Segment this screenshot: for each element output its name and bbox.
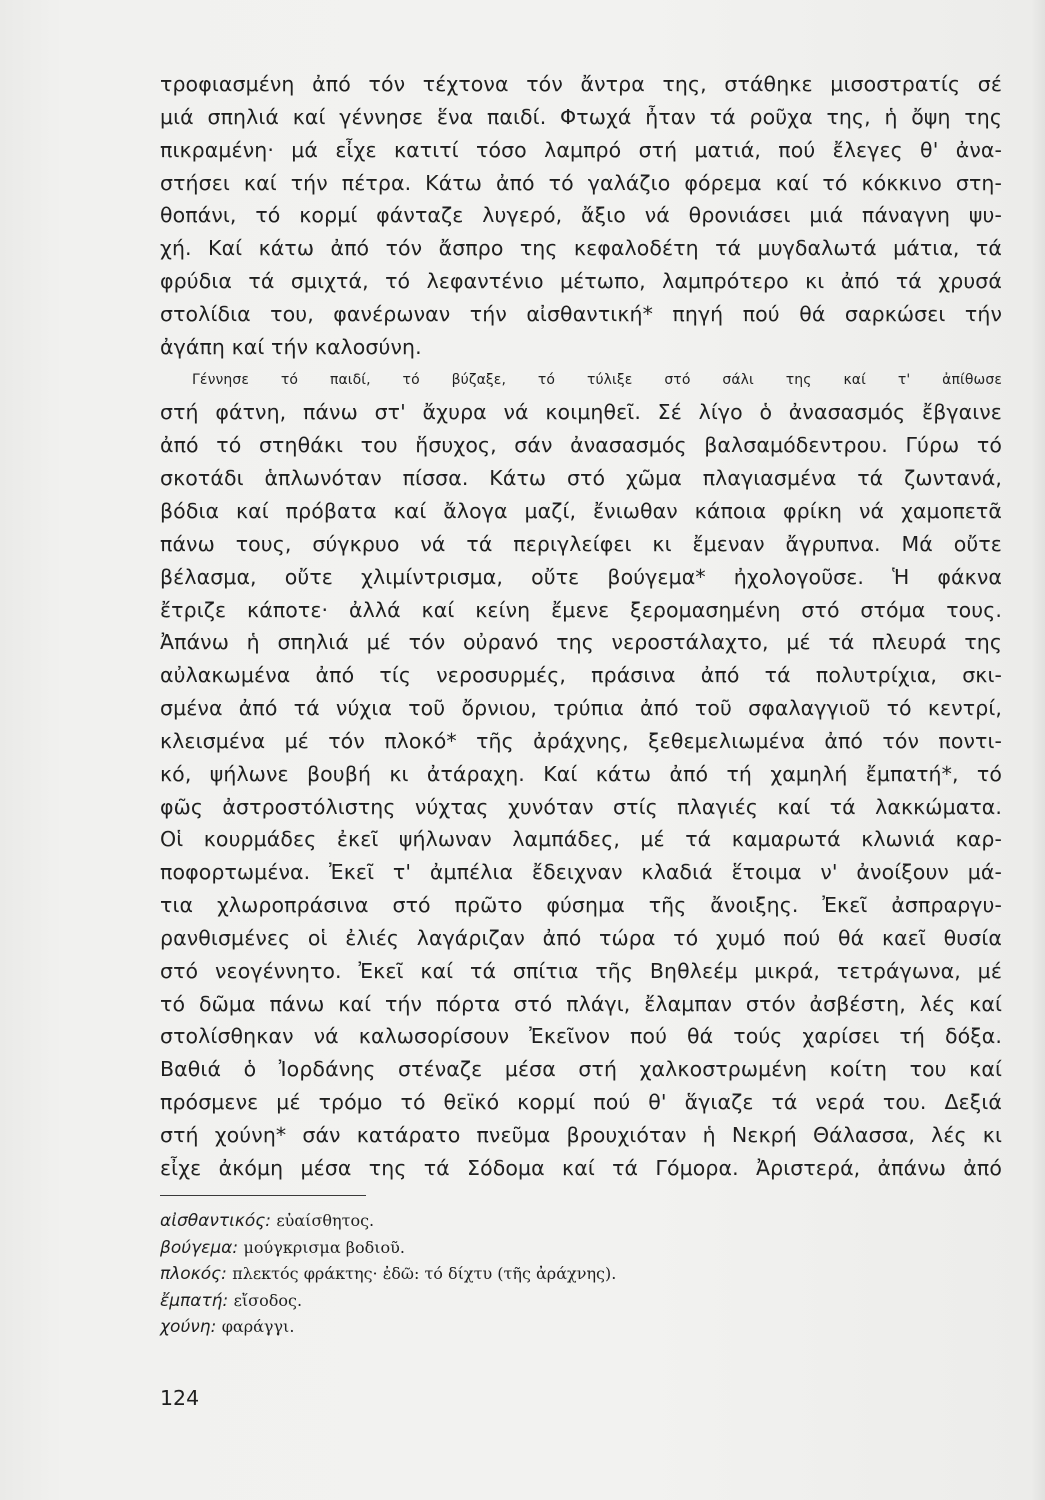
text-line: τια χλωροπράσινα στό πρῶτο φύσημα τῆς ἄνοιξης. Ἐκεῖ ἀσπραργυ- [160, 893, 1002, 918]
text-line: εἶχε ἀκόμη μέσα της τά Σόδομα καί τά Γόμορα. Ἀριστερά, ἀπάνω ἀπό [160, 1155, 1002, 1180]
footnote [160, 1314, 860, 1341]
footnote-definition: εὐαίσθητος. [276, 1211, 375, 1230]
text-line: ποφορτωμένα. Ἐκεῖ τ' ἀμπέλια ἔδειχναν κλαδιά ἕτοιμα ν' ἀνοίξουν μά- [160, 860, 1002, 885]
footnote-term: ἔμπατή: [160, 1290, 229, 1311]
body-text [160, 68, 1002, 1185]
footnote-term: αἰσθαντικός: [160, 1211, 271, 1231]
text-line: βέλασμα, οὔτε χλιμίντρισμα, οὔτε βούγεμα* ἠχολογοῦσε. Ἡ φάκνα [160, 564, 1002, 589]
page-edge-shadow [1031, 0, 1045, 1500]
text-line: ἀπό τό στηθάκι του ἥσυχος, σάν ἀνασασμός βαλσαμόδεντρου. Γύρω τό [160, 433, 1002, 458]
footnote-divider [160, 1195, 366, 1196]
text-line: στή φάτνη, πάνω στ' ἄχυρα νά κοιμηθεῖ. Σέ λίγο ὁ ἀνασασμός ἔβγαινε [160, 400, 1002, 425]
text-line: φρύδια τά σμιχτά, τό λεφαντένιο μέτωπο, λαμπρότερο κι ἀπό τά χρυσά [160, 269, 1002, 294]
text-line: Βαθιά ὁ Ἰορδάνης στέναζε μέσα στή χαλκοστρωμένη κοίτη του καί [160, 1057, 1002, 1082]
footnote [160, 1208, 860, 1235]
text-line: Οἱ κουρμάδες ἐκεῖ ψήλωναν λαμπάδες, μέ τά καμαρωτά κλωνιά καρ- [160, 827, 1002, 852]
footnote [160, 1261, 860, 1288]
text-line: σκοτάδι ἁπλωνόταν πίσσα. Κάτω στό χῶμα πλαγιασμένα τά ζωντανά, [160, 466, 1002, 491]
text-line: αὐλακωμένα ἀπό τίς νεροσυρμές, πράσινα ἀπό τά πολυτρίχια, σκι- [160, 663, 1002, 688]
text-line: τό δῶμα πάνω καί τήν πόρτα στό πλάγι, ἔλαμπαν στόν ἀσβέστη, λές καί [160, 991, 1002, 1016]
text-line: πάνω τους, σύγκρυο νά τά περιγλείφει κι ἔμεναν ἄγρυπνα. Μά οὔτε [160, 531, 1002, 556]
text-line: μιά σπηλιά καί γέννησε ἕνα παιδί. Φτωχά ἦταν τά ροῦχα της, ἡ ὄψη της [160, 104, 1002, 129]
text-line: πικραμένη· μά εἶχε κατιτί τόσο λαμπρό στή ματιά, πού ἔλεγες θ' ἀνα- [160, 137, 1002, 162]
text-line: πρόσμενε μέ τρόμο τό θεϊκό κορμί πού θ' ἅγιαζε τά νερά του. Δεξιά [160, 1090, 1002, 1115]
text-line: κό, ψήλωνε βουβή κι ἀτάραχη. Καί κάτω ἀπό τή χαμηλή ἔμπατή*, τό [160, 761, 1002, 786]
footnote-term: χούνη: [160, 1317, 217, 1337]
text-line: στό νεογέννητο. Ἐκεῖ καί τά σπίτια τῆς Βηθλεέμ μικρά, τετράγωνα, μέ [160, 958, 1002, 983]
text-line: ἀγάπη καί τήν καλοσύνη. [160, 334, 422, 359]
text-line: θοπάνι, τό κορμί φάνταζε λυγερό, ἄξιο νά θρονιάσει μιά πάναγνη ψυ- [160, 203, 1002, 228]
text-line: ρανθισμένες οἱ ἐλιές λαγάριζαν ἀπό τώρα τό χυμό πού θά καεῖ θυσία [160, 925, 1002, 950]
text-line: κλεισμένα μέ τόν πλοκό* τῆς ἀράχνης, ξεθεμελιωμένα ἀπό τόν ποντι- [160, 728, 1002, 753]
text-line: στή χούνη* σάν κατάρατο πνεῦμα βρουχιόταν ἡ Νεκρή Θάλασσα, λές κι [160, 1123, 1002, 1147]
footnote-definition: μούγκρισμα βοδιοῦ. [243, 1237, 405, 1257]
text-line: ἔτριζε κάποτε· ἀλλά καί κείνη ἔμενε ξερομασημένη στό στόμα τους. [160, 597, 1002, 622]
text-line: στολίδια του, φανέρωναν τήν αἰσθαντική* πηγή πού θά σαρκώσει τήν [160, 301, 1002, 326]
text-line: βόδια καί πρόβατα καί ἄλογα μαζί, ἔνιωθαν κάποια φρίκη νά χαμοπετᾶ [160, 498, 1002, 523]
text-line: σμένα ἀπό τά νύχια τοῦ ὄρνιου, τρύπια ἀπό τοῦ σφαλαγγιοῦ τό κεντρί, [160, 696, 1002, 721]
footnote-definition: φαράγγι. [221, 1317, 295, 1336]
text-line: στολίσθηκαν νά καλωσορίσουν Ἐκεῖνον πού θά τούς χαρίσει τή δόξα. [160, 1024, 1002, 1049]
footnotes [160, 1208, 860, 1341]
text-line: τροφιασμένη ἀπό τόν τέχτονα τόν ἄντρα της, στάθηκε μισοστρατίς σέ [160, 72, 1002, 96]
footnote-term: βούγεμα: [160, 1237, 239, 1258]
page-number: 124 [160, 1386, 200, 1410]
footnote-definition: πλεκτός φράκτης· ἐδῶ: τό δίχτυ (τῆς ἀράχνης). [232, 1264, 617, 1283]
text-line: χή. Καί κάτω ἀπό τόν ἄσπρο της κεφαλοδέτη τά μυγδαλωτά μάτια, τά [160, 236, 1002, 261]
footnote [160, 1288, 860, 1315]
footnote-term: πλοκός: [160, 1264, 227, 1284]
text-line: Ἀπάνω ἡ σπηλιά μέ τόν οὐρανό της νεροστάλαχτο, μέ τά πλευρά της [160, 630, 1002, 655]
text-line: στήσει καί τήν πέτρα. Κάτω ἀπό τό γαλάζιο φόρεμα καί τό κόκκινο στη- [160, 170, 1002, 195]
footnote-definition: εἴσοδος. [233, 1290, 303, 1310]
footnote [160, 1235, 860, 1262]
text-line: φῶς ἀστροστόλιστης νύχτας χυνόταν στίς πλαγιές καί τά λακκώματα. [160, 794, 1002, 819]
text-line: Γέννησε τό παιδί, τό βύζαξε, τό τύλιξε στό σάλι της καί τ' ἀπίθωσε [192, 371, 1002, 388]
